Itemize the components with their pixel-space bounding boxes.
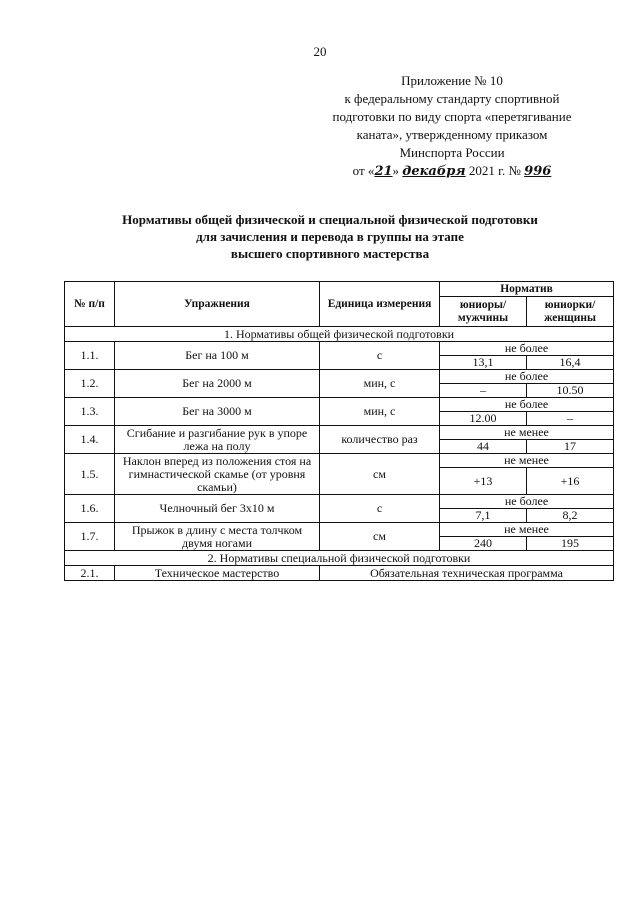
row-num: 1.5. [65, 454, 115, 495]
appendix-line: подготовки по виду спорта «перетягивание [332, 109, 572, 124]
section-1-title: 1. Нормативы общей физической подготовки [65, 327, 614, 342]
row-num: 2.1. [65, 566, 115, 581]
section-2-title: 2. Нормативы специальной физической подготовки [65, 551, 614, 566]
section-row [65, 327, 614, 342]
table-row [65, 566, 614, 581]
title-line: высшего спортивного мастерства [230, 246, 430, 261]
table-row [65, 523, 614, 537]
row-value-f: +16 [527, 468, 614, 495]
header-unit: Единица измерения [320, 282, 440, 327]
row-condition: не более [440, 342, 614, 356]
date-year: 2021 г. № [468, 163, 521, 178]
row-unit: см [320, 454, 440, 495]
appendix-block [316, 72, 588, 181]
row-exercise: Наклон вперед из положения стоя на гимнастической скамье (от уровня скамьи) [115, 454, 320, 495]
row-value-m: +13 [440, 468, 527, 495]
header-juniors-m: юниоры/ мужчины [440, 297, 527, 327]
row-unit: с [320, 342, 440, 370]
appendix-line: Приложение № 10 [401, 73, 503, 88]
row-value-f: 8,2 [527, 509, 614, 523]
row-exercise: Сгибание и разгибание рук в упоре лежа на полу [115, 426, 320, 454]
row-num: 1.3. [65, 398, 115, 426]
row-exercise: Техническое мастерство [115, 566, 320, 581]
row-value-m: 12.00 [440, 412, 527, 426]
handwritten-month: декабря [402, 164, 466, 179]
row-unit: мин, с [320, 370, 440, 398]
header-num: № п/п [65, 282, 115, 327]
row-value-f: 10.50 [527, 384, 614, 398]
row-value-f: 17 [527, 440, 614, 454]
table-row [65, 398, 614, 412]
row-num: 1.4. [65, 426, 115, 454]
order-date-line [316, 162, 588, 181]
table-row [65, 495, 614, 509]
header-exercise: Упражнения [115, 282, 320, 327]
row-exercise: Прыжок в длину с места толчком двумя ногами [115, 523, 320, 551]
appendix-line: каната», утвержденному приказом [356, 127, 548, 142]
row-unit: с [320, 495, 440, 523]
row-exercise: Бег на 100 м [115, 342, 320, 370]
row-value: Обязательная техническая программа [320, 566, 614, 581]
row-exercise: Челночный бег 3х10 м [115, 495, 320, 523]
table-row [65, 454, 614, 468]
document-title [60, 211, 600, 262]
title-line: Нормативы общей физической и специальной физической подготовки [122, 212, 538, 227]
row-num: 1.7. [65, 523, 115, 551]
table-row [65, 370, 614, 384]
row-num: 1.6. [65, 495, 115, 523]
row-exercise: Бег на 3000 м [115, 398, 320, 426]
row-unit: см [320, 523, 440, 551]
row-condition: не более [440, 495, 614, 509]
header-norm: Норматив [440, 282, 614, 297]
handwritten-order-number: 996 [524, 164, 552, 179]
date-prefix: от « [352, 163, 375, 178]
row-value-m: 13,1 [440, 356, 527, 370]
row-unit: количество раз [320, 426, 440, 454]
header-juniors-f: юниорки/ женщины [527, 297, 614, 327]
table-row [65, 342, 614, 356]
row-value-m: 44 [440, 440, 527, 454]
handwritten-day: 21 [374, 164, 393, 179]
row-value-m: 240 [440, 537, 527, 551]
norms-table [64, 281, 614, 581]
page-number: 20 [313, 44, 327, 59]
row-value-m: – [440, 384, 527, 398]
row-condition: не менее [440, 523, 614, 537]
appendix-line: Минспорта России [399, 145, 505, 160]
row-condition: не более [440, 370, 614, 384]
appendix-line: к федеральному стандарту спортивной [344, 91, 560, 106]
title-line: для зачисления и перевода в группы на этапе [196, 229, 464, 244]
row-value-m: 7,1 [440, 509, 527, 523]
header-row [65, 282, 614, 297]
row-condition: не более [440, 398, 614, 412]
row-condition: не менее [440, 454, 614, 468]
section-row [65, 551, 614, 566]
row-value-f: – [527, 412, 614, 426]
row-num: 1.2. [65, 370, 115, 398]
row-exercise: Бег на 2000 м [115, 370, 320, 398]
table-row [65, 426, 614, 440]
row-condition: не менее [440, 426, 614, 440]
row-value-f: 195 [527, 537, 614, 551]
date-mid: » [392, 163, 400, 178]
row-num: 1.1. [65, 342, 115, 370]
row-value-f: 16,4 [527, 356, 614, 370]
row-unit: мин, с [320, 398, 440, 426]
